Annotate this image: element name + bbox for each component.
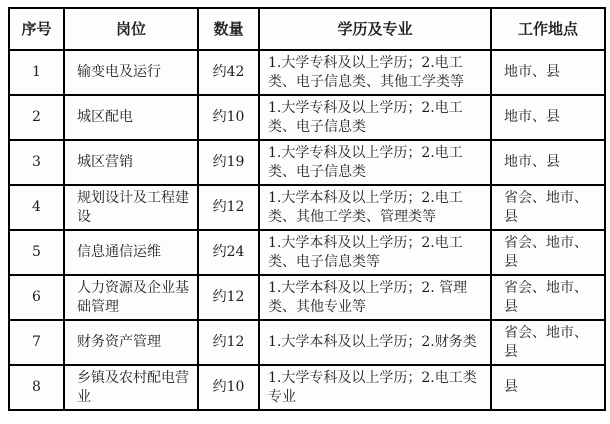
cell-quantity: 约24 [198,230,259,275]
cell-work-location: 省会、地市、县 [491,230,605,275]
cell-row-number: 1 [9,50,64,95]
cell-row-number: 6 [9,275,64,320]
column-header-location: 工作地点 [491,8,605,50]
cell-quantity: 约12 [198,275,259,320]
cell-work-location: 地市、县 [491,50,605,95]
table-row [9,275,605,320]
cell-education: 1.大学本科及以上学历；2.财务类 [259,320,491,365]
cell-row-number: 7 [9,320,64,365]
table-row [9,95,605,140]
cell-education: 1.大学本科及以上学历；2. 管理类、其他专业等 [259,275,491,320]
cell-quantity: 约42 [198,50,259,95]
cell-position-name: 城区营销 [64,140,198,185]
column-header-no: 序号 [9,8,64,50]
cell-education: 1.大学专科及以上学历；2.电工类专业 [259,365,491,410]
cell-row-number: 2 [9,95,64,140]
cell-education: 1.大学专科及以上学历；2.电工类、电子信息类、其他工学类等 [259,50,491,95]
cell-position-name: 人力资源及企业基础管理 [64,275,198,320]
cell-row-number: 5 [9,230,64,275]
cell-row-number: 8 [9,365,64,410]
recruitment-table [8,7,606,411]
cell-position-name: 城区配电 [64,95,198,140]
column-header-position: 岗位 [64,8,198,50]
table-row [9,185,605,230]
cell-work-location: 县 [491,365,605,410]
cell-position-name: 乡镇及农村配电营业 [64,365,198,410]
table-row [9,230,605,275]
cell-education: 1.大学专科及以上学历；2.电工类、电子信息类 [259,95,491,140]
table-row [9,320,605,365]
cell-quantity: 约19 [198,140,259,185]
header-row [9,8,605,50]
cell-row-number: 3 [9,140,64,185]
cell-position-name: 输变电及运行 [64,50,198,95]
column-header-count: 数量 [198,8,259,50]
table-row [9,365,605,410]
table-body [9,50,605,410]
cell-education: 1.大学专科及以上学历；2.电工类、电子信息类 [259,140,491,185]
cell-quantity: 约12 [198,185,259,230]
cell-work-location: 地市、县 [491,140,605,185]
cell-education: 1.大学本科及以上学历；2.电工类、电子信息类等 [259,230,491,275]
cell-quantity: 约10 [198,365,259,410]
cell-work-location: 省会、地市、县 [491,320,605,365]
column-header-education: 学历及专业 [259,8,491,50]
cell-work-location: 地市、县 [491,95,605,140]
table-row [9,140,605,185]
cell-position-name: 规划设计及工程建设 [64,185,198,230]
cell-quantity: 约12 [198,320,259,365]
cell-position-name: 财务资产管理 [64,320,198,365]
cell-work-location: 省会、地市、县 [491,275,605,320]
cell-education: 1.大学本科及以上学历；2.电工类、其他工学类、管理类等 [259,185,491,230]
table-row [9,50,605,95]
cell-quantity: 约10 [198,95,259,140]
cell-work-location: 省会、地市、县 [491,185,605,230]
cell-row-number: 4 [9,185,64,230]
cell-position-name: 信息通信运维 [64,230,198,275]
